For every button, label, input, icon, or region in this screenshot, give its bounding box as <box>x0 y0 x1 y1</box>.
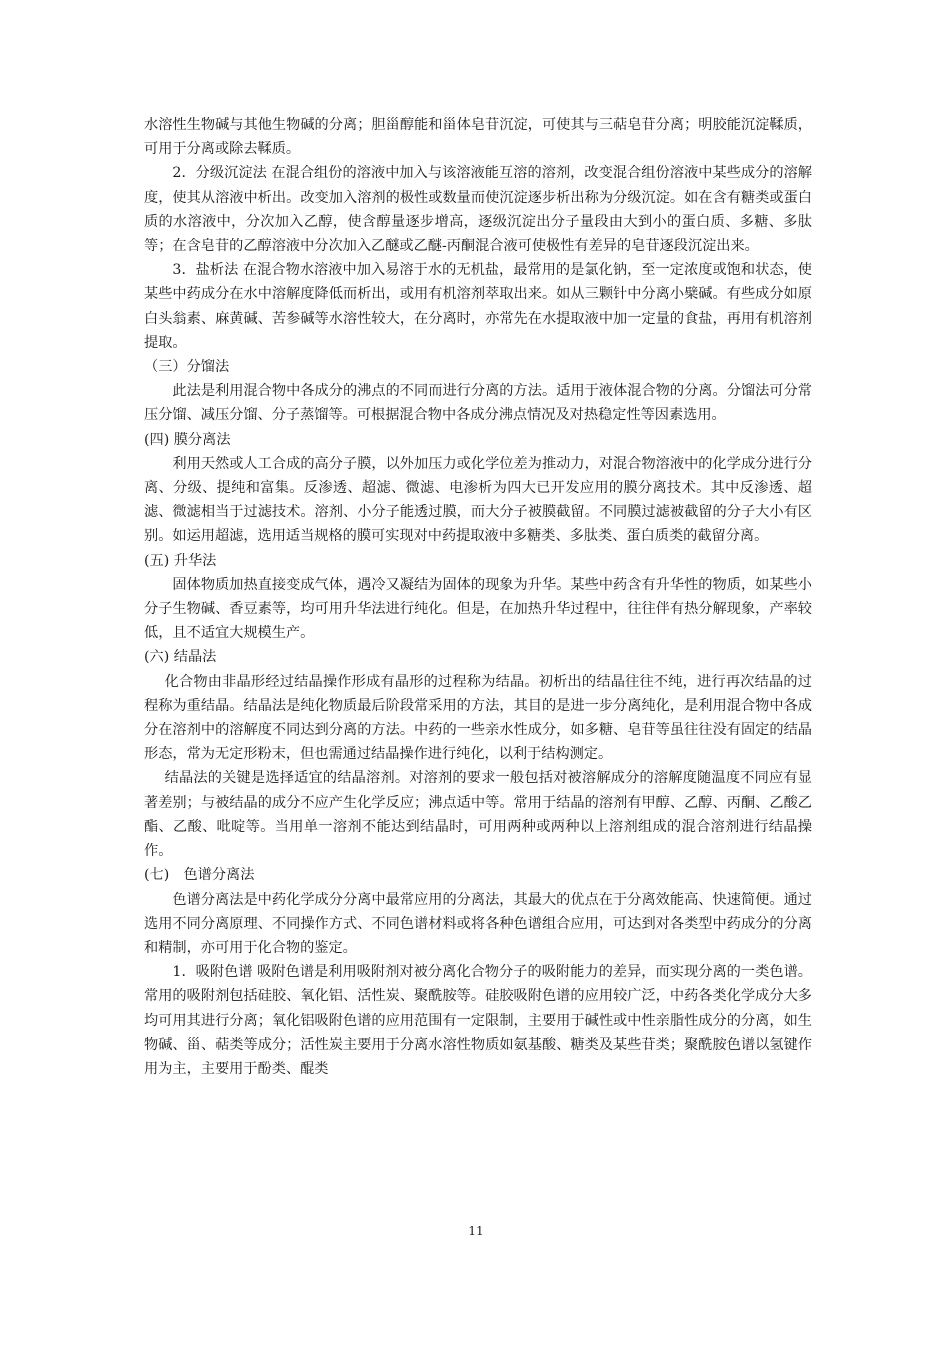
paragraph-crystallization-solvent: 结晶法的关键是选择适宜的结晶溶剂。对溶剂的要求一般包括对被溶解成分的溶解度随温度不同应有显著差别；与被结晶的成分不应产生化学反应；沸点适中等。常用于结晶的溶剂有甲醇、乙醇、丙酮、乙酸乙酯、乙酸、吡啶等。当用单一溶剂不能达到结晶时，可用两种或两种以上溶剂组成的混合溶剂进行结晶操作。 <box>144 770 812 860</box>
paragraph-continuation: 水溶性生物碱与其他生物碱的分离；胆甾醇能和甾体皂苷沉淀，可使其与三萜皂苷分离；明胶能沉淀鞣质，可用于分离或除去鞣质。 <box>144 117 812 158</box>
section-heading-sublimation: (五) 升华法 <box>144 552 217 569</box>
body-text <box>144 113 812 1081</box>
section-heading-crystallization: (六) 结晶法 <box>144 649 217 666</box>
paragraph-fractional-precipitation: 2．分级沉淀法 在混合组份的溶液中加入与该溶液能互溶的溶剂，改变混合组份溶液中某些成分的溶解度，使其从溶液中析出。改变加入溶剂的极性或数量而使沉淀逐步析出称为分级沉淀。如在含有糖类或蛋白质的水溶液中，分次加入乙醇，使含醇量逐步增高，逐级沉淀出分子量段由大到小的蛋白质、多糖、多肽等；在含皂苷的乙醇溶液中分次加入乙醚或乙醚-丙酮混合液可使极性有差异的皂苷逐段沉淀出来。 <box>144 165 812 255</box>
paragraph-crystallization: 化合物由非晶形经过结晶操作形成有晶形的过程称为结晶。初析出的结晶往往不纯，进行再次结晶的过程称为重结晶。结晶法是纯化物质最后阶段常采用的方法，其目的是进一步分离纯化，是利用混合物中各成分在溶剂中的溶解度不同达到分离的方法。中药的一些亲水性成分，如多糖、皂苷等虽往往没有固定的结晶形态，常为无定形粉末，但也需通过结晶操作进行纯化，以利于结构测定。 <box>144 673 812 763</box>
paragraph-fractional-distillation: 此法是利用混合物中各成分的沸点的不同而进行分离的方法。适用于液体混合物的分离。分馏法可分常压分馏、减压分馏、分子蒸馏等。可根据混合物中各成分沸点情况及对热稳定性等因素选用。 <box>144 383 812 424</box>
page-number: 11 <box>468 1224 484 1238</box>
paragraph-sublimation: 固体物质加热直接变成气体，遇冷又凝结为固体的现象为升华。某些中药含有升华性的物质，如某些小分子生物碱、香豆素等，均可用升华法进行纯化。但是，在加热升华过程中，往往伴有热分解现象，产率较低，且不适宜大规模生产。 <box>144 576 812 642</box>
paragraph-chromatography: 色谱分离法是中药化学成分分离中最常应用的分离法，其最大的优点在于分离效能高、快速简便。通过选用不同分离原理、不同操作方式、不同色谱材料或将各种色谱组合应用，可达到对各类型中药成分的分离和精制，亦可用于化合物的鉴定。 <box>144 891 812 956</box>
paragraph-membrane-separation: 利用天然或人工合成的高分子膜，以外加压力或化学位差为推动力，对混合物溶液中的化学成分进行分离、分级、提纯和富集。反渗透、超滤、微滤、电渗析为四大已开发应用的膜分离技术。其中反渗透、超滤、微滤相当于过滤技术。溶剂、小分子能透过膜，而大分子被膜截留。不同膜过滤被截留的分子大小有区别。如运用超滤，选用适当规格的膜可实现对中药提取液中多糖类、多肽类、蛋白质类的截留分离。 <box>144 455 812 545</box>
section-heading-membrane-separation: (四) 膜分离法 <box>144 431 231 448</box>
section-heading-chromatography: (七) 色谱分离法 <box>144 867 255 884</box>
section-heading-fractional-distillation: （三）分馏法 <box>144 359 230 376</box>
paragraph-adsorption-chromatography: 1．吸附色谱 吸附色谱是利用吸附剂对被分离化合物分子的吸附能力的差异，而实现分离的一类色谱。常用的吸附剂包括硅胶、氧化铝、活性炭、聚酰胺等。硅胶吸附色谱的应用较广泛，中药各类化学成分大多均可用其进行分离；氧化铝吸附色谱的应用范围有一定限制，主要用于碱性或中性亲脂性成分的分离，如生物碱、甾、萜类等成分；活性炭主要用于分离水溶性物质如氨基酸、糖类及某些苷类；聚酰胺色谱以氢键作用为主，主要用于酚类、醌类 <box>144 964 812 1077</box>
paragraph-salting-out: 3．盐析法 在混合物水溶液中加入易溶于水的无机盐，最常用的是氯化钠，至一定浓度或饱和状态，使某些中药成分在水中溶解度降低而析出，或用有机溶剂萃取出来。如从三颗针中分离小檗碱。有些成分如原白头翁素、麻黄碱、苦参碱等水溶性较大，在分离时，亦常先在水提取液中加一定量的食盐，再用有机溶剂提取。 <box>144 262 812 351</box>
